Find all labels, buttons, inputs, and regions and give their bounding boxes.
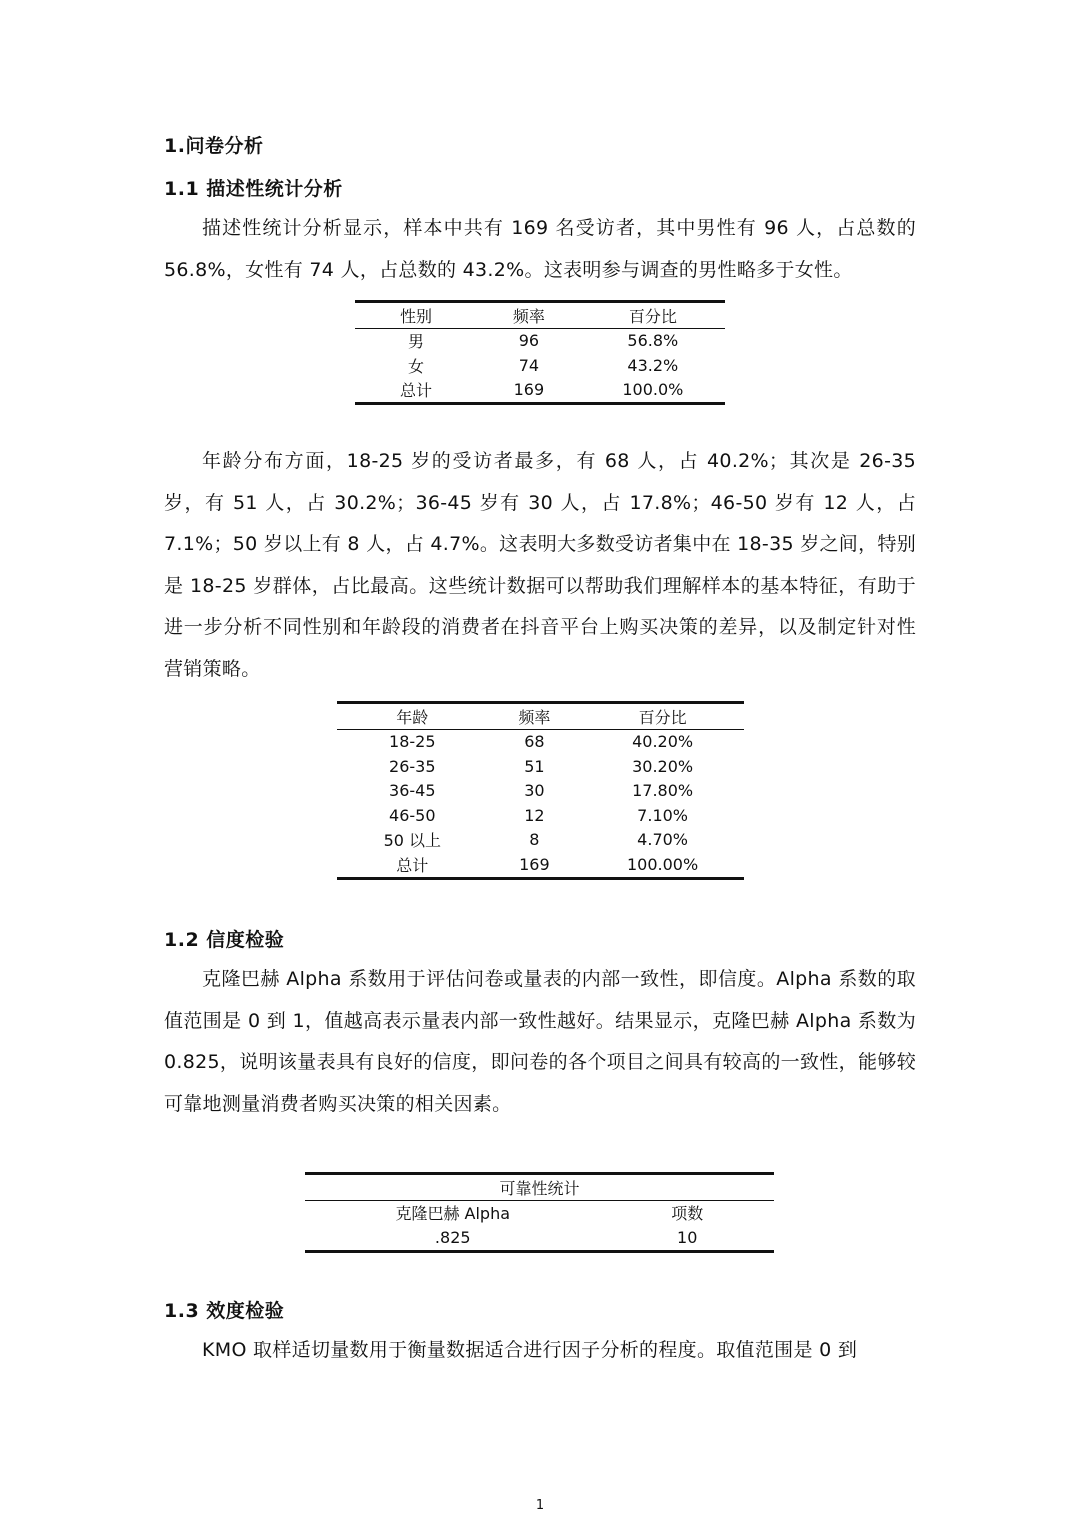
item-count-value: 10 — [600, 1225, 774, 1251]
table-cell: 总计 — [355, 378, 477, 404]
age-table-header — [337, 703, 744, 730]
table-cell: 总计 — [337, 852, 488, 878]
table-cell: 4.70% — [637, 830, 688, 850]
table-cell: 46-50 — [389, 805, 436, 825]
table-cell: 169 — [477, 378, 581, 404]
table-row — [337, 828, 744, 853]
age-col-header: 年龄 — [337, 703, 488, 730]
table-row — [337, 754, 744, 779]
heading-questionnaire-analysis: 1.问卷分析 — [164, 135, 264, 157]
table-cell: 17.80% — [632, 781, 694, 801]
table-cell: 40.20% — [632, 732, 694, 752]
heading-reliability-test: 1.2 信度检验 — [164, 929, 285, 951]
table-cell: 7.10% — [637, 805, 688, 825]
paragraph-validity: KMO 取样适切量数用于衡量数据适合进行因子分析的程度。取值范围是 0 到 — [202, 1339, 858, 1361]
table-cell: 30 — [524, 781, 545, 801]
table-cell: 36-45 — [389, 781, 436, 801]
table-cell: 74 — [518, 355, 540, 375]
table-cell: 100.0% — [581, 378, 725, 404]
table-row — [337, 803, 744, 828]
item-count-header: 项数 — [671, 1204, 704, 1224]
reliability-table-title-row — [305, 1174, 774, 1201]
table-row — [337, 779, 744, 804]
reliability-table-title: 可靠性统计 — [305, 1174, 774, 1201]
paragraph-gender: 描述性统计分析显示，样本中共有 169 名受访者，其中男性有 96 人，占总数的 56.8%，女性有 74 人，占总数的 43.2%。这表明参与调查的男性略多于女性。 — [164, 217, 916, 281]
table-cell: 30.20% — [632, 756, 694, 776]
gender-frequency-header: 频率 — [477, 302, 581, 329]
heading-descriptive-statistics: 1.1 描述性统计分析 — [164, 178, 343, 200]
table-cell: 26-35 — [389, 756, 436, 776]
table-row — [355, 328, 725, 353]
table-cell: 50 以上 — [383, 831, 442, 851]
table-row — [355, 353, 725, 378]
age-frequency-header: 频率 — [488, 703, 582, 730]
paragraph-reliability: 克隆巴赫 Alpha 系数用于评估问卷或量表的内部一致性，即信度。Alpha 系数的取值范围是 0 到 1，值越高表示量表内部一致性越好。结果显示，克隆巴赫 Alpha 系数为 0.825，说明该量表具有良好的信度，即问卷的各个项目之间具有较高的一致性，能够较可靠地测量消费者购买决策的相关因素。 — [164, 968, 916, 1115]
table-row — [337, 852, 744, 878]
age-percent-header: 百分比 — [581, 703, 744, 730]
alpha-value: .825 — [305, 1225, 600, 1251]
table-cell: 51 — [524, 756, 545, 776]
table-row — [355, 378, 725, 404]
page-number: 1 — [535, 1498, 545, 1513]
table-cell: 8 — [529, 830, 540, 850]
gender-col-header: 性别 — [355, 302, 477, 329]
table-cell: 169 — [488, 852, 582, 878]
reliability-table-header — [305, 1200, 774, 1225]
table-cell: 100.00% — [581, 852, 744, 878]
alpha-header: 克隆巴赫 Alpha — [395, 1204, 511, 1224]
table-cell: 女 — [408, 356, 425, 376]
gender-percent-header: 百分比 — [581, 302, 725, 329]
table-cell: 56.8% — [627, 331, 679, 351]
paragraph-age: 年龄分布方面，18-25 岁的受访者最多，有 68 人，占 40.2%；其次是 26-35 岁，有 51 人，占 30.2%；36-45 岁有 30 人，占 17.8%；46-50 岁有 12 人，占 7.1%；50 岁以上有 8 人，占 4.7%。这表明大多数受访者集中在 18-35 岁之间，特别是 18-25 岁群体，占比最高。这些统计数据可以帮助我们理解样本的基本特征，有助于进一步分析不同性别和年龄段的消费者在抖音平台上购买决策的差异，以及制定针对性营销策略。 — [164, 450, 916, 680]
table-cell: 男 — [408, 332, 425, 352]
table-row — [337, 729, 744, 754]
age-table — [337, 701, 744, 880]
table-cell: 96 — [518, 331, 540, 351]
reliability-table — [305, 1172, 774, 1253]
heading-validity-test: 1.3 效度检验 — [164, 1300, 285, 1322]
gender-table-header — [355, 302, 725, 329]
gender-table — [355, 300, 725, 405]
table-cell: 12 — [524, 805, 545, 825]
table-cell: 18-25 — [389, 732, 436, 752]
table-row — [305, 1225, 774, 1251]
table-cell: 68 — [524, 732, 545, 752]
table-cell: 43.2% — [627, 355, 679, 375]
